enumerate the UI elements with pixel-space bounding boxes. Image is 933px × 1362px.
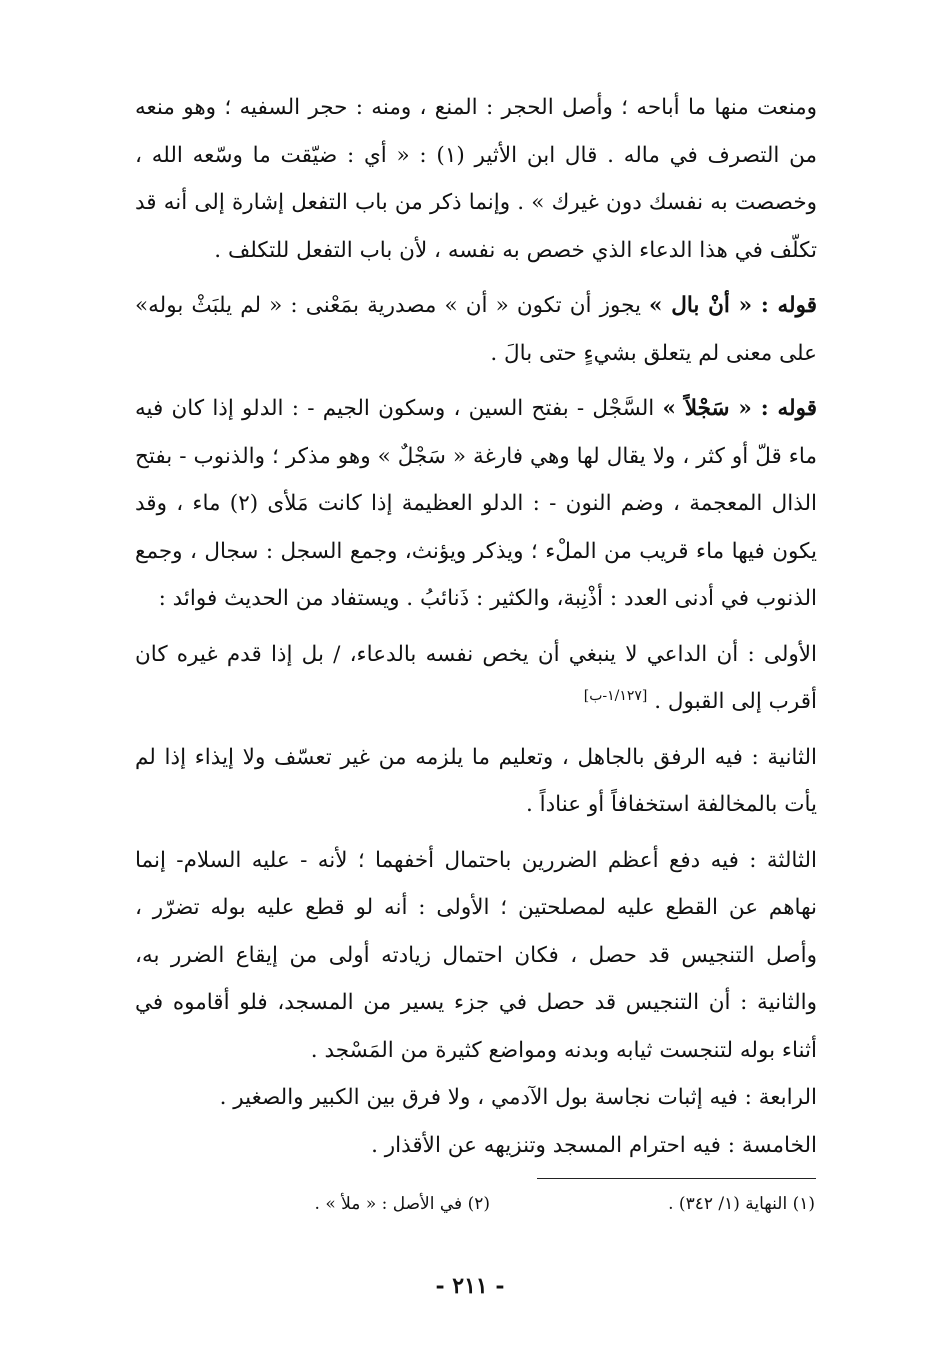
paragraph-6-text: الثالثة : فيه دفع أعظم الضررين باحتمال أخفهما ؛ لأنه - عليه السلام- إنما نهاهم عن القطع عليه لمصلحتين ؛ الأولى : أنه لو قطع عليه بوله تضرّر ، وأصل التنجيس قد حصل ، فكان احتمال زيادته أولى من إيقاع الضرر به، والثانية : أن التنجيس قد حصل في جزء يسير من المسجد، فلو أقاموه في أثناء بوله لتنجست ثيابه وبدنه ومواضع كثيرة من المَسْجد . xyxy=(135,847,817,1063)
footnote-2: (٢) في الأصل : « ملأ » . xyxy=(314,1194,490,1214)
paragraph-4-text: الأولى : أن الداعي لا ينبغي أن يخص نفسه بالدعاء، / بل إذا قدم غيره كان أقرب إلى القبول . xyxy=(135,641,817,714)
paragraph-3-text: السَّجْل - بفتح السين ، وسكون الجيم - : الدلو إذا كان فيه ماء قلّ أو كثر ، ولا يقال لها وهي فارغة « سَجْلٌ » وهو مذكر ؛ والذنوب - بفتح الذال المعجمة ، وضم النون - : الدلو العظيمة إذا كانت مَلأى (٢) ماء ، وقد يكون فيها ماء قريب من الملْء ؛ ويذكر ويؤنث، وجمع السجل : سجال ، وجمع الذنوب في أدنى العدد : أذْنِبة، والكثير : ذَنائبُ . ويستفاد من الحديث فوائد : xyxy=(135,396,818,611)
paragraph-8 xyxy=(135,1122,817,1170)
paragraph-5-text: الثانية : فيه الرفق بالجاهل ، وتعليم ما يلزمه من غير تعسّف ولا إيذاء إذا لم يأت بالمخالفة استخفافاً أو عناداً . xyxy=(135,744,817,817)
paragraph-2-text: يجوز أن تكون « أن » مصدرية بمَعْنى : « لم يلبَثْ بوله» على معنى لم يتعلق بشيءٍ حتى بالَ . xyxy=(135,293,817,366)
footnote-divider xyxy=(537,1178,816,1179)
paragraph-1 xyxy=(135,84,817,274)
paragraph-7-text: الرابعة : فيه إثبات نجاسة بول الآدمي ، ولا فرق بين الكبير والصغير . xyxy=(219,1085,817,1110)
paragraph-2-lead: قوله : « أنْ بال » xyxy=(649,293,817,318)
paragraph-5 xyxy=(135,734,817,829)
paragraph-3-lead: قوله : « سَجْلاً » xyxy=(662,396,817,421)
paragraph-3 xyxy=(135,385,817,623)
footnote-1: (١) النهاية (١/ ٣٤٢) . xyxy=(668,1194,815,1214)
paragraph-8-text: الخامسة : فيه احترام المسجد وتنزيهه عن الأقذار . xyxy=(371,1132,817,1158)
footnotes xyxy=(260,1194,815,1228)
folio-marker: [١/١٢٧-ب] xyxy=(583,687,648,704)
page-number: - ٢١١ - xyxy=(435,1273,505,1299)
paragraph-2 xyxy=(135,282,817,377)
main-text xyxy=(135,84,817,1169)
paragraph-7 xyxy=(135,1074,817,1122)
paragraph-1-text: ومنعت منها ما أباحه ؛ وأصل الحجر : المنع ، ومنه : حجر السفيه ؛ وهو منعه من التصرف في ماله . قال ابن الأثير (١) : « أي : ضيّقت ما وسّعه الله ، وخصصت به نفسك دون غيرك » . وإنما ذكر من باب التفعل إشارة إلى أنه قد تكلّف في هذا الدعاء الذي خصص به نفسه ، لأن باب التفعل للتكلف . xyxy=(135,95,817,263)
paragraph-6 xyxy=(135,837,817,1075)
paragraph-4 xyxy=(135,631,817,726)
